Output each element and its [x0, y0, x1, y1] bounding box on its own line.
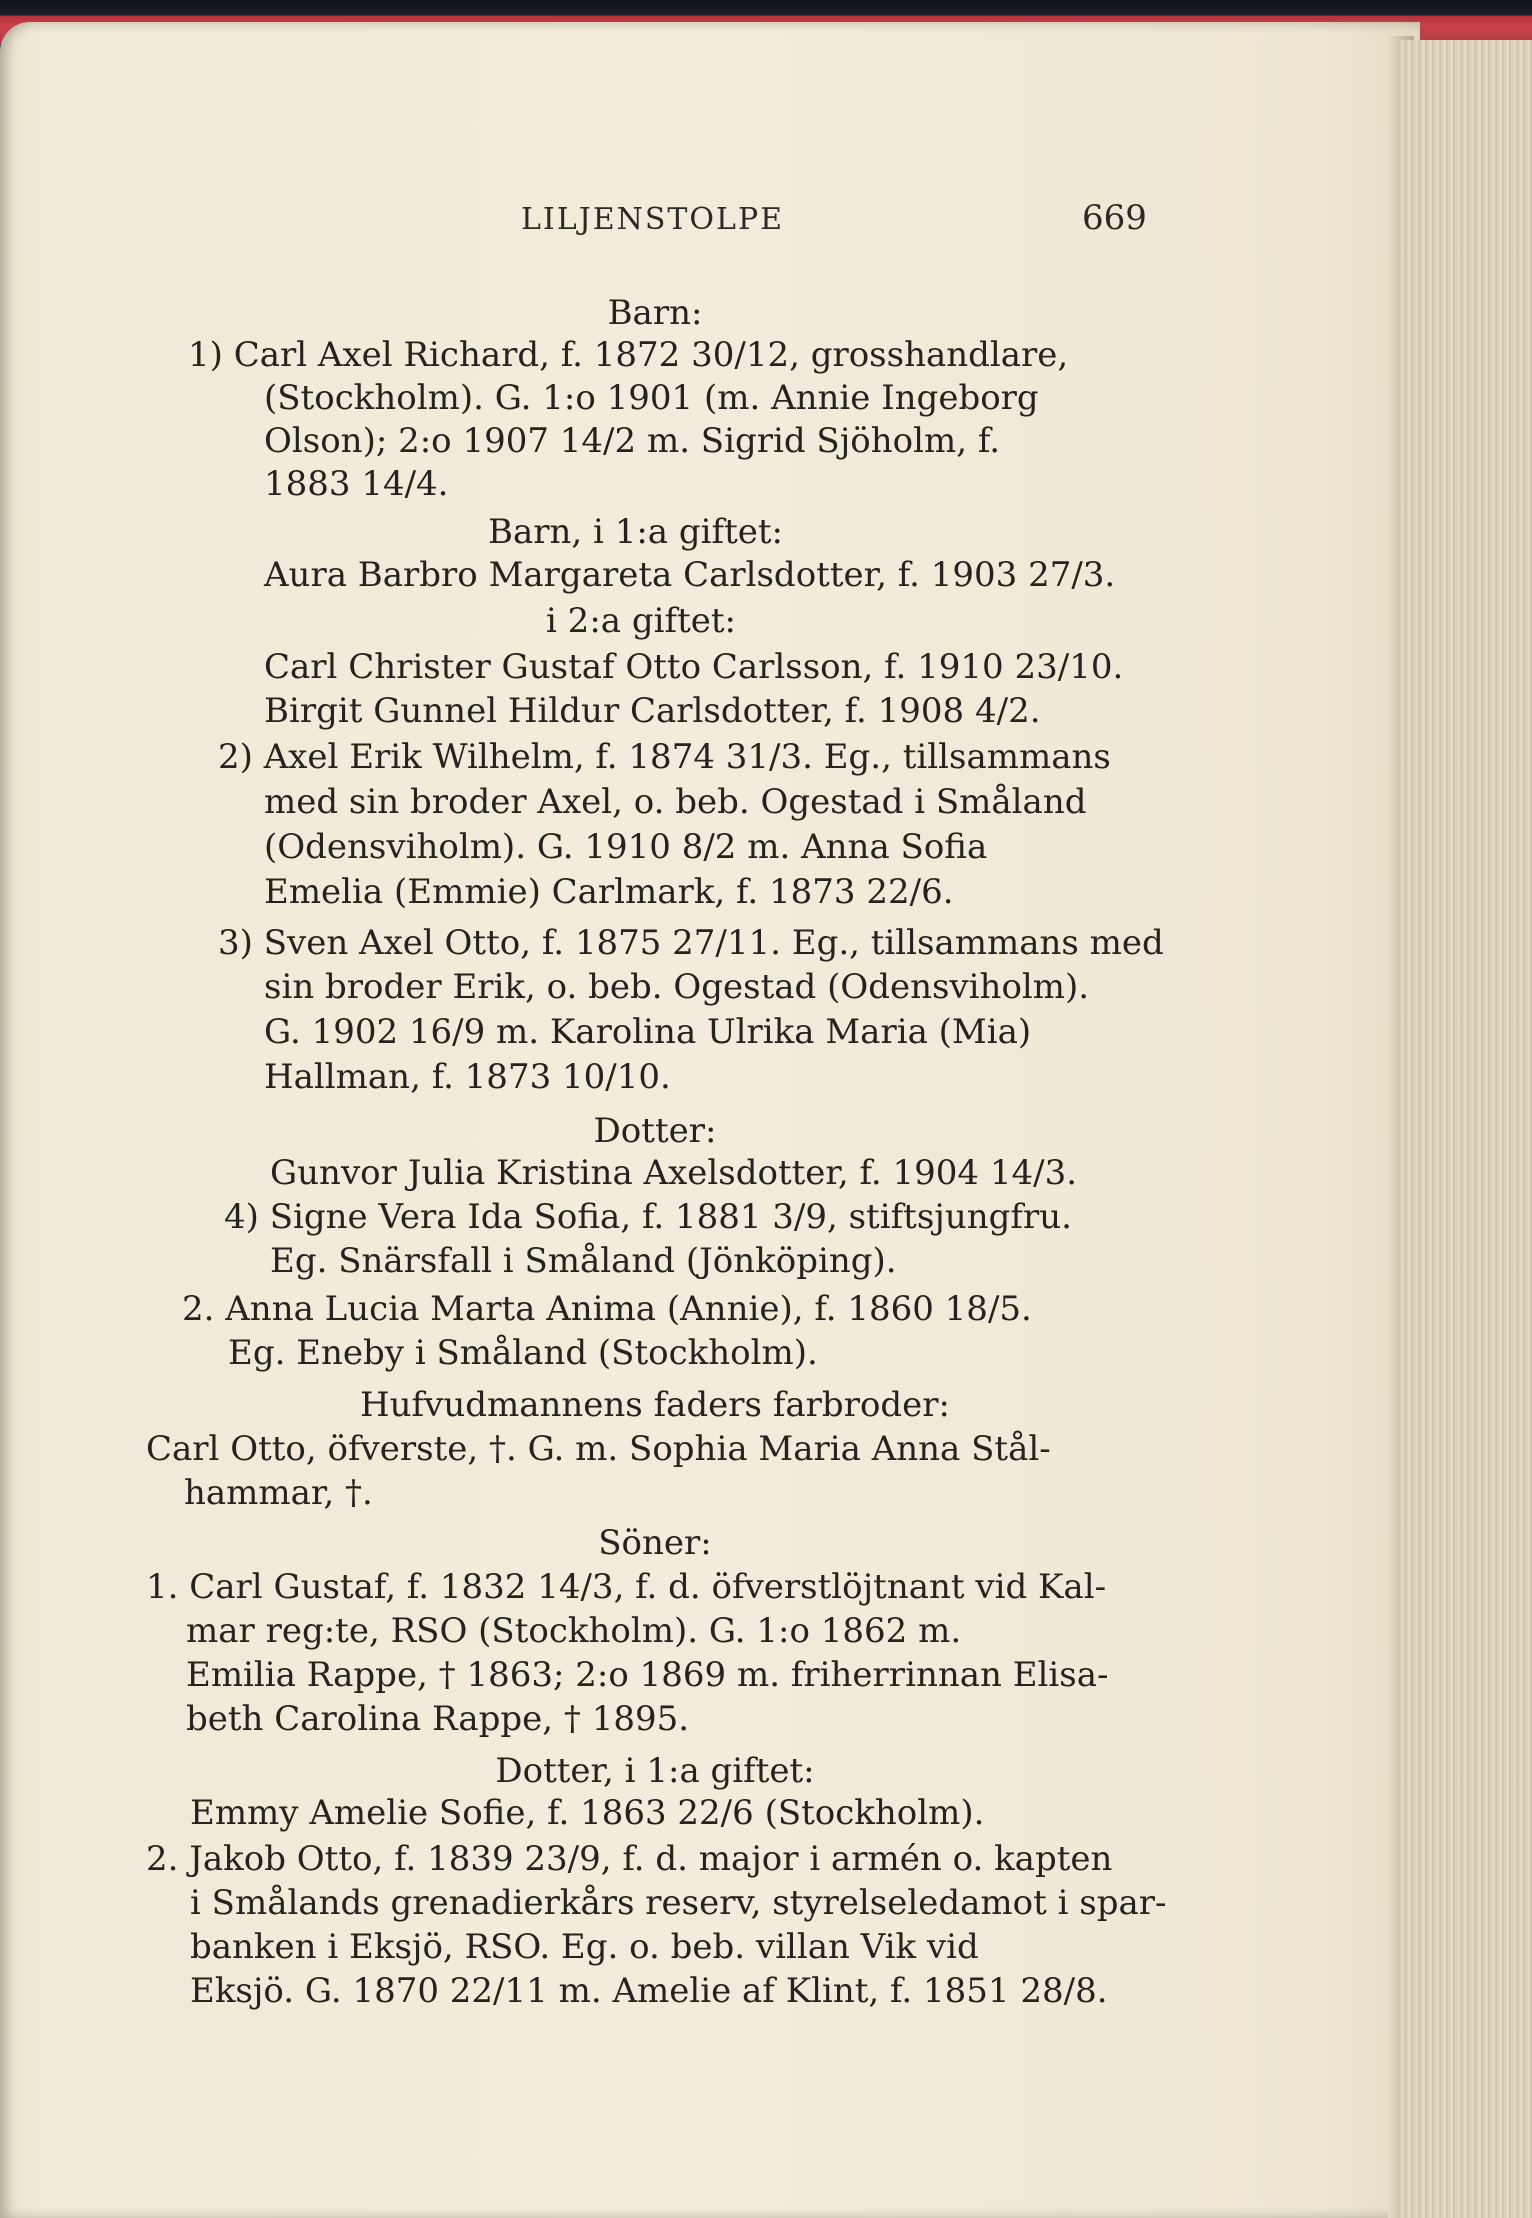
text-line: 2. Anna Lucia Marta Anima (Annie), f. 1860 18/5.	[182, 1289, 1032, 1329]
text-line: (Odensviholm). G. 1910 8/2 m. Anna Sofia	[264, 827, 988, 867]
text-line: Birgit Gunnel Hildur Carlsdotter, f. 1908 4/2.	[264, 691, 1041, 731]
heading-dotter-1a-giftet: Dotter, i 1:a giftet:	[495, 1751, 815, 1791]
text-line: Hallman, f. 1873 10/10.	[264, 1057, 671, 1097]
heading-soner: Söner:	[598, 1523, 712, 1563]
page-header	[0, 198, 1420, 242]
text-line: Carl Christer Gustaf Otto Carlsson, f. 1910 23/10.	[264, 647, 1124, 687]
heading-farbroder: Hufvudmannens faders farbroder:	[359, 1385, 951, 1425]
text-line: 2. Jakob Otto, f. 1839 23/9, f. d. major i armén o. kapten	[146, 1839, 1113, 1879]
text-line: Gunvor Julia Kristina Axelsdotter, f. 1904 14/3.	[270, 1153, 1078, 1193]
text-line: Carl Otto, öfverste, †. G. m. Sophia Maria Anna Stål-	[146, 1429, 1051, 1469]
text-line: G. 1902 16/9 m. Karolina Ulrika Maria (Mia)	[264, 1012, 1032, 1052]
text-line: hammar, †.	[184, 1473, 373, 1513]
text-line: 2) Axel Erik Wilhelm, f. 1874 31/3. Eg., tillsammans	[218, 737, 1111, 777]
heading-barn: Barn:	[607, 293, 703, 333]
page-number: 669	[1082, 198, 1147, 238]
text-line: Emelia (Emmie) Carlmark, f. 1873 22/6.	[264, 872, 954, 912]
heading-2a-giftet: i 2:a giftet:	[546, 601, 736, 641]
text-line: mar reg:te, RSO (Stockholm). G. 1:o 1862 m.	[186, 1611, 962, 1651]
text-line: i Smålands grenadierkårs reserv, styrelseledamot i spar-	[190, 1883, 1167, 1923]
heading-barn-1a-giftet: Barn, i 1:a giftet:	[488, 512, 783, 552]
text-line: 4) Signe Vera Ida Sofia, f. 1881 3/9, stiftsjungfru.	[224, 1197, 1072, 1237]
text-line: Emmy Amelie Sofie, f. 1863 22/6 (Stockholm).	[190, 1793, 985, 1833]
text-line: sin broder Erik, o. beb. Ogestad (Odensviholm).	[264, 967, 1090, 1007]
heading-dotter: Dotter:	[593, 1111, 717, 1151]
text-line: banken i Eksjö, RSO. Eg. o. beb. villan Vik vid	[190, 1927, 979, 1967]
text-line: 1. Carl Gustaf, f. 1832 14/3, f. d. öfverstlöjtnant vid Kal-	[146, 1567, 1107, 1607]
text-line: 1) Carl Axel Richard, f. 1872 30/12, grosshandlare,	[188, 335, 1069, 375]
text-line: Olson); 2:o 1907 14/2 m. Sigrid Sjöholm, f.	[264, 421, 1001, 461]
text-line: 1883 14/4.	[264, 464, 449, 504]
text-line: med sin broder Axel, o. beb. Ogestad i Småland	[264, 782, 1087, 822]
text-line: Eg. Eneby i Småland (Stockholm).	[228, 1333, 818, 1373]
page-stack-edges	[1400, 40, 1532, 2218]
text-line: 3) Sven Axel Otto, f. 1875 27/11. Eg., tillsammans med	[218, 923, 1164, 963]
text-line: Eg. Snärsfall i Småland (Jönköping).	[270, 1241, 897, 1281]
text-line: (Stockholm). G. 1:o 1901 (m. Annie Ingeborg	[264, 378, 1039, 418]
text-line: Eksjö. G. 1870 22/11 m. Amelie af Klint, f. 1851 28/8.	[190, 1971, 1108, 2011]
text-line: Aura Barbro Margareta Carlsdotter, f. 1903 27/3.	[264, 555, 1116, 595]
text-line: Emilia Rappe, † 1863; 2:o 1869 m. friherrinnan Elisa-	[186, 1655, 1109, 1695]
text-line: beth Carolina Rappe, † 1895.	[186, 1699, 690, 1739]
running-head: LILJENSTOLPE	[521, 202, 785, 237]
